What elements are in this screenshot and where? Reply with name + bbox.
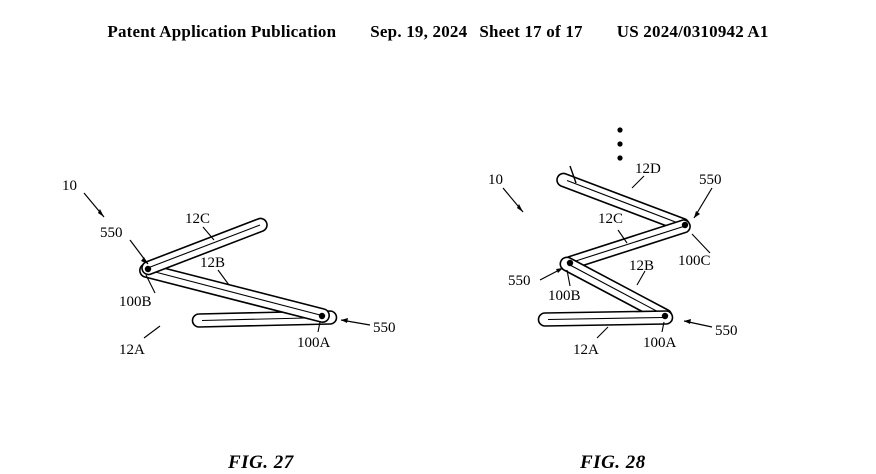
fig28-label-12A: 12A	[573, 342, 599, 358]
fig27-label-12C: 12C	[185, 211, 211, 227]
fig27-joint-100B-dot	[145, 266, 151, 272]
fig27-leader-550-left	[130, 240, 148, 264]
fig27-label-550-left: 550	[100, 225, 123, 241]
figure-28-drawing	[488, 127, 738, 358]
fig27-label-100A: 100A	[297, 335, 331, 351]
fig27-label-10: 10	[62, 178, 77, 194]
fig28-label-550-upper: 550	[699, 172, 722, 188]
fig27-label-12B: 12B	[200, 255, 226, 271]
header-publication: Patent Application Publication	[107, 22, 337, 41]
drawing-canvas	[0, 70, 876, 444]
fig28-label-10: 10	[488, 172, 503, 188]
header-patent-number: US 2024/0310942 A1	[616, 22, 769, 41]
fig27-bar-12B-inner-line	[150, 271, 323, 316]
fig28-leader-550-upper	[694, 188, 712, 218]
fig28-bar-12D-inner-line	[567, 181, 682, 225]
header-sheet: Sheet 17 of 17	[479, 22, 583, 41]
fig28-leader-10	[503, 188, 523, 212]
fig28-leader-550-lower	[684, 319, 712, 327]
fig28-label-12D: 12D	[635, 161, 661, 177]
fig28-label-12C: 12C	[598, 211, 624, 227]
fig28-leader-12A	[597, 327, 608, 338]
fig28-bar-12C-inner-line	[571, 226, 685, 263]
fig28-label-550-left: 550	[508, 273, 531, 289]
fig27-label-12A: 12A	[119, 342, 145, 358]
fig28-label-100B: 100B	[548, 288, 581, 304]
fig27-label-100B: 100B	[119, 294, 152, 310]
fig28-continuation-dots	[617, 127, 622, 160]
fig28-joint-100B-dot	[567, 260, 573, 266]
fig28-label-100C: 100C	[678, 253, 711, 269]
figure-28-caption: FIG. 28	[580, 452, 646, 473]
fig27-joint-100A-dot	[319, 313, 325, 319]
fig28-leader-100C	[692, 234, 710, 253]
fig27-leader-12A	[144, 326, 160, 338]
fig27-label-550-right: 550	[373, 320, 396, 336]
fig28-leader-12D	[632, 176, 644, 188]
fig28-segment-12C	[565, 220, 690, 269]
figure-27-drawing	[62, 178, 396, 358]
header-date: Sep. 19, 2024	[370, 22, 468, 41]
page-header	[0, 22, 876, 42]
figure-27-caption: FIG. 27	[228, 452, 294, 473]
fig27-leader-550-right	[341, 318, 370, 325]
fig28-leader-550-left	[540, 268, 563, 280]
figures-area	[0, 70, 876, 473]
fig28-label-100A: 100A	[643, 335, 677, 351]
fig28-joint-100A-dot	[662, 313, 668, 319]
fig28-label-12B: 12B	[629, 258, 655, 274]
fig28-label-550-lower: 550	[715, 323, 738, 339]
fig27-leader-10	[84, 193, 104, 217]
fig28-segment-12A	[539, 311, 673, 326]
fig28-joint-100C-dot	[682, 222, 688, 228]
